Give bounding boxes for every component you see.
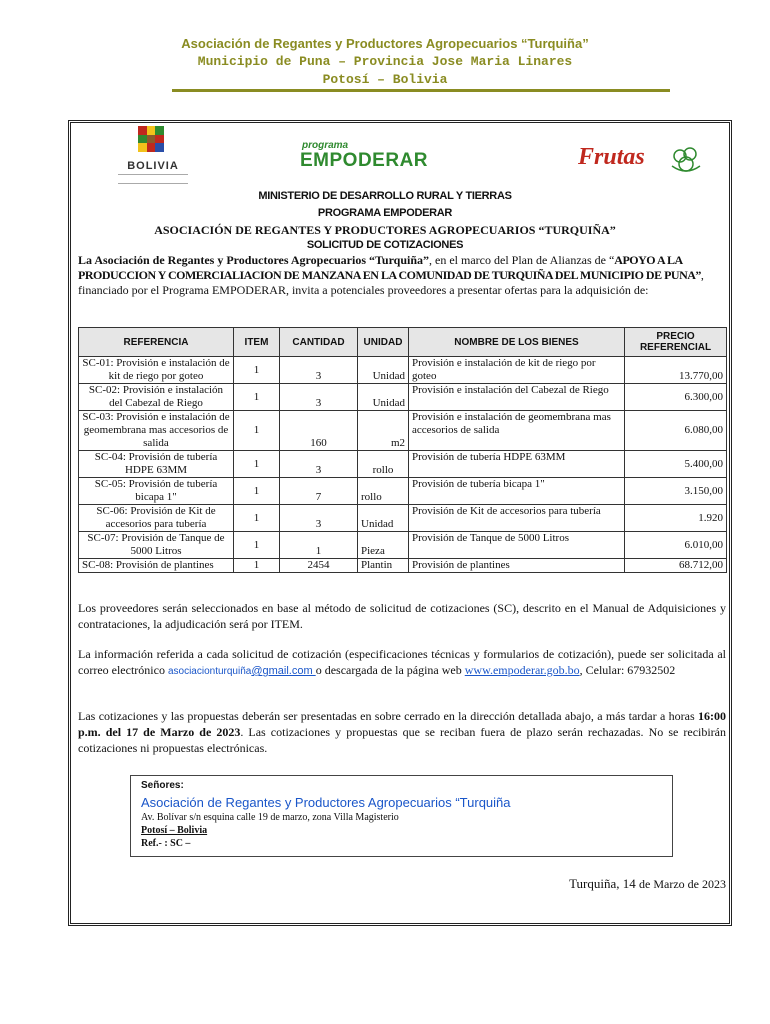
- cell-bien: Provisión e instalación del Cabezal de Riego: [409, 384, 625, 411]
- cell-precio: 1.920: [625, 505, 727, 532]
- address-ref: Ref.- : SC –: [141, 838, 191, 849]
- col-header-unidad: UNIDAD: [358, 328, 409, 357]
- paragraph-seleccion: Los proveedores serán seleccionados en base al método de solicitud de cotizaciones (SC), descrito en el Manual de Adquisiciones y contrataciones, la adjudicación será por ITEM.: [78, 601, 726, 631]
- fruit-basket-icon: [668, 142, 704, 176]
- website-link[interactable]: www.empoderar.gob.bo: [464, 663, 580, 677]
- paragraph-informacion-phone: , Celular: 67932502: [579, 663, 676, 677]
- cell-ref: SC-06: Provisión de Kit de accesorios para tubería: [79, 505, 234, 532]
- cell-cantidad: 2454: [280, 559, 358, 573]
- paragraph-plazo: [78, 708, 726, 756]
- cell-item: 1: [234, 505, 280, 532]
- email-user[interactable]: asociacionturquiña: [167, 666, 252, 677]
- title-ministerio: MINISTERIO DE DESARROLLO RURAL Y TIERRAS: [258, 190, 512, 202]
- table-row: [79, 357, 727, 384]
- cell-ref: SC-02: Provisión e instalación del Cabezal de Riego: [79, 384, 234, 411]
- title-solicitud: SOLICITUD DE COTIZACIONES: [306, 239, 464, 251]
- intro-text-mid: , en el marco del Plan de Alianzas de “: [429, 253, 615, 267]
- date-rest: de Marzo de 2023: [639, 877, 726, 891]
- cell-ref: SC-05: Provisión de tubería bicapa 1": [79, 478, 234, 505]
- cell-precio: 6.080,00: [625, 411, 727, 451]
- col-header-cantidad: CANTIDAD: [280, 328, 358, 357]
- cell-cantidad: 3: [280, 384, 358, 411]
- cell-ref: SC-07: Provisión de Tanque de 5000 Litros: [79, 532, 234, 559]
- items-table: [78, 327, 727, 573]
- cell-unidad: rollo: [358, 451, 409, 478]
- table-row: [79, 505, 727, 532]
- cell-unidad: m2: [358, 411, 409, 451]
- deadline: 16:00 p.m. del 17 de Marzo de 2023: [78, 709, 726, 739]
- cell-cantidad: 160: [280, 411, 358, 451]
- cell-unidad: Unidad: [358, 384, 409, 411]
- title-asociacion: ASOCIACIÓN DE REGANTES Y PRODUCTORES AGROPECUARIOS “TURQUIÑA”: [154, 223, 616, 237]
- cell-unidad: Plantin: [358, 559, 409, 573]
- cell-unidad: Unidad: [358, 357, 409, 384]
- cell-precio: 6.010,00: [625, 532, 727, 559]
- col-header-precio: PRECIO REFERENCIAL: [625, 328, 727, 357]
- cell-ref: SC-03: Provisión e instalación de geomembrana mas accesorios de salida: [79, 411, 234, 451]
- cell-precio: 5.400,00: [625, 451, 727, 478]
- cell-bien: Provisión de plantines: [409, 559, 625, 573]
- cell-bien: Provisión de Kit de accesorios para tubería: [409, 505, 625, 532]
- cell-item: 1: [234, 478, 280, 505]
- title-programa: PROGRAMA EMPODERAR: [317, 207, 453, 219]
- bolivia-logo-ministry-lines: [118, 174, 188, 184]
- frutas-logo: [556, 140, 706, 182]
- cell-cantidad: 7: [280, 478, 358, 505]
- address-street: Av. Bolívar s/n esquina calle 19 de marzo, zona Villa Magisterio: [141, 812, 399, 823]
- table-row: [79, 451, 727, 478]
- table-header-row: [79, 328, 727, 357]
- document-date: [569, 876, 726, 892]
- cell-item: 1: [234, 384, 280, 411]
- cell-precio: 13.770,00: [625, 357, 727, 384]
- empoderar-logo-programa: programa: [302, 140, 349, 151]
- cell-bien: Provisión de Tanque de 5000 Litros: [409, 532, 625, 559]
- cell-ref: SC-04: Provisión de tubería HDPE 63MM: [79, 451, 234, 478]
- cell-precio: 3.150,00: [625, 478, 727, 505]
- header-municipio: Municipio de Puna – Provincia Jose Maria Linares: [197, 54, 573, 69]
- table-row: [79, 384, 727, 411]
- cell-bien: Provisión de tubería HDPE 63MM: [409, 451, 625, 478]
- cell-item: 1: [234, 357, 280, 384]
- intro-org-name: La Asociación de Regantes y Productores Agropecuarios “Turquiña”: [78, 253, 430, 267]
- address-senores: Señores:: [141, 780, 184, 791]
- frutas-logo-text: Frutas: [578, 144, 645, 170]
- cell-cantidad: 3: [280, 357, 358, 384]
- header-rule: [172, 89, 670, 92]
- bolivia-logo: [112, 124, 186, 190]
- bolivia-logo-text: BOLIVIA: [127, 160, 179, 172]
- table-row: [79, 411, 727, 451]
- header-location: Potosí – Bolivia: [322, 72, 448, 87]
- cell-cantidad: 1: [280, 532, 358, 559]
- bolivia-crest-icon: [138, 126, 164, 152]
- empoderar-logo-name: EMPODERAR: [300, 150, 429, 171]
- cell-unidad: Pieza: [358, 532, 409, 559]
- cell-precio: 68.712,00: [625, 559, 727, 573]
- col-header-referencia: REFERENCIA: [79, 328, 234, 357]
- paragraph-informacion-text-b: o descargada de la página web: [315, 663, 465, 677]
- intro-paragraph: [78, 253, 726, 298]
- empoderar-logo: [300, 140, 436, 176]
- col-header-bienes: NOMBRE DE LOS BIENES: [409, 328, 625, 357]
- cell-item: 1: [234, 451, 280, 478]
- cell-unidad: rollo: [358, 478, 409, 505]
- address-city: Potosí – Bolivia: [141, 825, 208, 836]
- address-org: Asociación de Regantes y Productores Agropecuarios “Turquiña: [141, 795, 511, 810]
- header-org: Asociación de Regantes y Productores Agropecuarios “Turquiña”: [181, 36, 589, 51]
- paragraph-informacion-text: La información referida a cada solicitud de cotización (especificaciones técnicas y formularios de cotización), puede ser solicitada al correo electrónico: [78, 647, 726, 677]
- cell-bien: Provisión e instalación de geomembrana mas accesorios de salida: [409, 411, 625, 451]
- cell-ref: SC-08: Provisión de plantines: [79, 559, 234, 573]
- date-place: Turquiña, 14: [569, 876, 640, 891]
- col-header-item: ITEM: [234, 328, 280, 357]
- cell-item: 1: [234, 411, 280, 451]
- paragraph-plazo-text: Las cotizaciones y las propuestas deberán ser presentadas en sobre cerrado en la dirección detallada abajo, a más tardar a horas: [78, 709, 698, 723]
- table-row: [79, 559, 727, 573]
- email-domain[interactable]: @gmail.com: [251, 665, 316, 677]
- cell-item: 1: [234, 559, 280, 573]
- cell-ref: SC-01: Provisión e instalación de kit de riego por goteo: [79, 357, 234, 384]
- cell-item: 1: [234, 532, 280, 559]
- table-row: [79, 478, 727, 505]
- cell-precio: 6.300,00: [625, 384, 727, 411]
- cell-unidad: Unidad: [358, 505, 409, 532]
- cell-bien: Provisión de tubería bicapa 1": [409, 478, 625, 505]
- paragraph-informacion: [78, 646, 726, 680]
- intro-text-end: , financiado por el Programa EMPODERAR, invita a potenciales proveedores a presentar ofertas para la adquisición de:: [78, 268, 704, 297]
- table-row: [79, 532, 727, 559]
- cell-bien: Provisión e instalación de kit de riego por goteo: [409, 357, 625, 384]
- cell-cantidad: 3: [280, 451, 358, 478]
- paragraph-plazo-text-b: . Las cotizaciones y propuestas que se reciban fuera de plazo serán rechazadas. No se recibirán cotizaciones ni propuestas electrónicas.: [78, 725, 727, 755]
- intro-project-name: APOYO A LA PRODUCCION Y COMERCIALIACION DE MANZANA EN LA COMUNIDAD DE TURQUIÑA DEL MUNICIPIO DE PUNA”: [78, 253, 701, 282]
- cell-cantidad: 3: [280, 505, 358, 532]
